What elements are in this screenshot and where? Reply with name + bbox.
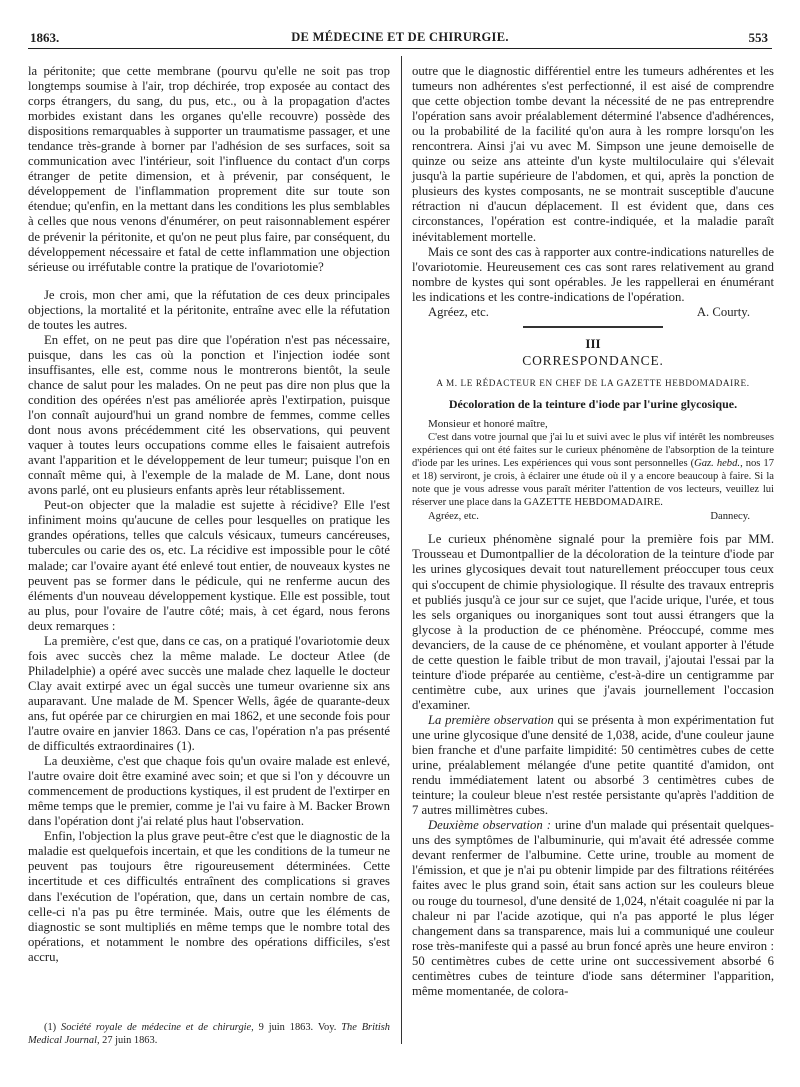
left-column	[28, 64, 390, 965]
left-paragraph-3: En effet, on ne peut pas dire que l'opération n'est pas nécessaire, puisque, dans les cas où la ponction et l'injection iodée sont insuffisantes, elle est, comme nous le montrerons bientôt, la seule chance de salut pour les malades. On ne peut pas dire non plus que la condition des opérées n'est pas améliorée après l'extirpation, puisque l'on connaît aujourd'hui un grand nombre de femmes, comme celles dont nous avons précédemment cité les observations, qui peuvent vaquer à toutes leurs occupations comme elles le faisaient autrefois avant l'apparition et le développement de leur tumeur; puisque l'on en connaît même qui, à l'exemple de la malade de M. Lane, dont nous avons parlé, ont eu plusieurs enfants après leur rétablissement.	[28, 332, 390, 498]
letter-body-part-2: , nos 17 et 18) serviront, je crois, à éclairer une étude où il y a encore beaucoup à faire. Si la note que je vous adresse vous paraît mériter l'attention de vos lecteurs, veuillez lui réserver une place dans la GAZETTE HEBDOMADAIRE.	[412, 457, 774, 508]
letter-body	[412, 432, 774, 509]
left-paragraph-6: La deuxième, c'est que chaque fois qu'un ovaire malade est enlevé, l'autre ovaire doit être examiné avec soin; et que si l'on y découvre un commencement de productions kystiques, il est prudent de l'extirper en même temps que le premier, comme je l'ai vu faire à M. Backer Brown dans l'opération dont j'ai relaté plus haut l'observation.	[28, 754, 390, 829]
closing-text: Agréez, etc.	[428, 304, 489, 319]
left-paragraph-1: la péritonite; que cette membrane (pourvu qu'elle ne soit pas trop longtemps soumise à l'air, trop déchirée, trop exposée au contact des corps étrangers, du sang, du pus, etc., ou à la propagation d'actes morbides existant dans les organes qu'elle recouvre) possède des dispositions remarquables à supporter un traumatisme passager, et une tendance très-grande à borner par l'adhésion de ses surfaces, soit sa communication avec l'intérieur, soit l'influence du contact d'un corps étranger de petite dimension, et à prévenir, par conséquent, le développement de l'inflammation proprement dite sur toute son étendue; qu'enfin, en la mettant dans les conditions les plus semblables à celles que nous venons d'énumérer, on peut raisonnablement espérer de prévenir la péritonite, et qu'on ne peut plus faire, par conséquent, du développement nécessaire et fatal de cette inflammation une objection sérieuse ou irréfutable contre la pratique de l'ovariotomie?	[28, 64, 390, 274]
dannecy-signature-row	[412, 511, 774, 524]
right-paragraph-3: Le curieux phénomène signalé pour la première fois par MM. Trousseau et Dumontpallier de la décoloration de la teinture d'iode par les urines glycosiques devait tout naturellement préoccuper tous ceux qui s'occupent de chimie physiologique. Il résulte des travaux entrepris et publiés jusqu'à ce jour sur ce sujet, que l'acide urique, l'urée, et tous les sels organiques ou inorganiques sont tout aussi étrangers que la glycose à la production de ce phénomène. Préoccupé, comme mes devanciers, de la cause de ce phénomène, et voulant apporter à l'étude de cette question le faible tribut de mon travail, j'ajoutai l'essai par la teinture d'iode préparée au centième, c'est-à-dire un centigramme par centimètre cube, aux urines que j'avais journellement l'occasion d'examiner.	[412, 532, 774, 712]
observation-1	[412, 713, 774, 818]
left-paragraph-2: Je crois, mon cher ami, que la réfutation de ces deux principales objections, la mortalité et la péritonite, entraîne avec elle la réfutation de toutes les autres.	[28, 287, 390, 332]
footnote-marker: (1)	[44, 1022, 57, 1033]
page-number: 553	[748, 30, 768, 45]
footnote-source: Société royale de médecine et de chirurgie,	[61, 1022, 254, 1033]
left-paragraph-5: La première, c'est que, dans ce cas, on a pratiqué l'ovariotomie deux fois avec succès chez la même malade. Le docteur Atlee (de Philadelphie) a opéré avec succès une malade chez laquelle le docteur Clay avait extirpé avec un égal succès une tumeur ovarienne six ans auparavant. Une malade de M. Spencer Wells, âgée de quarante-deux ans, fut opérée par ce chirurgien en mai 1862, et une seconde fois pour l'autre ovaire en janvier 1863. Dans ce cas, l'opération n'a pas présenté de difficultés extraordinaires (1).	[28, 633, 390, 754]
letter-body-part-1: C'est dans votre journal que j'ai lu et suivi avec le plus vif intérêt les nombreuses expériences qui ont été faites sur le curieux phénomène de l'absorption de la teinture d'iode par les urines. Les expériences qui vous sont personnelles (	[412, 432, 774, 469]
header-year: 1863.	[30, 30, 60, 45]
right-paragraph-2: Mais ce sont des cas à rapporter aux contre-indications naturelles de l'ovariotomie. Heureusement ces cas sont rares relativement au grand nombre de kystes qui sont opérables. Je les rappellerai en énumérant les indications et les contre-indications de l'opération.	[412, 244, 774, 304]
letter-title: Décoloration de la teinture d'iode par l'urine glycosique.	[448, 396, 738, 411]
letter-address: A M. LE RÉDACTEUR EN CHEF DE LA GAZETTE HEBDOMADAIRE.	[436, 377, 750, 388]
right-paragraph-1: outre que le diagnostic différentiel entre les tumeurs adhérentes et les tumeurs non adhérentes s'est perfectionné, il est aisé de comprendre que cette objection tombe devant la nécessité de ne pas entreprendre l'opération sans avoir préalablement déterminé l'absence d'adhérences, ou la probabilité de la facilité qu'on aura à les rompre lorsqu'on les rencontrera. Ainsi j'ai vu avec M. Simpson une jeune demoiselle de quinze ou seize ans atteinte d'un kyste multiloculaire qui s'élevait jusqu'à la partie supérieure de l'abdomen, et qui, après la ponction de plusieurs des kystes composants, ne se montrait susceptible d'aucune rétraction ni d'aucun déplacement. Il est évident que, dans ces circonstances, l'opération est contre-indiquée, et la maladie paraît inévitablement mortelle.	[412, 64, 774, 244]
right-column	[412, 64, 774, 999]
observation-1-label: La première observation	[428, 712, 554, 727]
footnote	[28, 1021, 390, 1047]
observation-2	[412, 818, 774, 999]
footnote-date: 9 juin 1863. Voy.	[253, 1022, 342, 1033]
section-number: III	[585, 335, 601, 351]
observation-2-text: urine d'un malade qui présentait quelques-uns des symptômes de l'albuminurie, qui m'avait été adressée comme devant renfermer de l'albumine. Cette urine, trouble au moment de l'émission, et que je n'ai pu obtenir limpide par des filtrations réitérées faites avec le plus grand soin, était sans action sur les couleurs bleue ou rouge du tournesol, d'une densité de 1,024, n'était coagulée ni par la chaleur ni par l'acide azotique, qui n'a pas apporté le plus léger changement dans sa transparence, mais lui a communiqué une couleur rose très-manifeste qui a passé au brun foncé après une heure environ : 50 centimètres cubes de cette urine ont successivement absorbé 6 centimètres cubes de teinture d'iode sans déterminer l'apparition, même momentanée, de colora-	[412, 818, 774, 998]
courty-signature-row	[412, 305, 774, 320]
footnote-journal: The British Medical Journal,	[28, 1022, 390, 1046]
left-paragraph-4: Peut-on objecter que la maladie est sujette à récidive? Elle l'est infiniment moins qu'aucune de celles pour lesquelles on pratique les grandes opérations, telles que calculs vésicaux, tumeurs cancéreuses, tubercules ou carie des os, etc. La récidive est impossible pour le côté malade; car l'ovaire ayant été enlevé tout entier, de nouveaux kystes ne peuvent pas se former dans le pédicule, qui ne renferme aucun des éléments d'un nouveau développement kystique. Elle est possible, tout au plus, pour l'ovaire de l'autre côté; mais, à cet égard, nous ferons deux remarques :	[28, 498, 390, 633]
section-rule	[523, 326, 663, 328]
signature: A. Courty.	[696, 304, 750, 319]
letter-reference: Gaz. hebd.	[694, 457, 741, 469]
letter-signature: Dannecy.	[710, 511, 750, 523]
section-title: CORRESPONDANCE.	[522, 352, 664, 368]
letter-closing: Agréez, etc.	[428, 511, 479, 523]
observation-2-label: Deuxième observation :	[428, 818, 551, 833]
header-title: DE MÉDECINE ET DE CHIRURGIE.	[291, 30, 509, 44]
page-header	[28, 30, 772, 49]
column-divider	[401, 56, 402, 1044]
footnote-end: 27 juin 1863.	[99, 1035, 158, 1046]
left-paragraph-7: Enfin, l'objection la plus grave peut-être c'est que le diagnostic de la maladie est quelquefois incertain, et que les conditions de la tumeur ne peuvent pas toujours être rigoureusement déterminées. Cette incertitude et ces difficultés entraînent des complications si graves dans l'exécution de l'opération, que, dans un certain nombre de cas, celle-ci n'a pas pu être terminée. Mais, outre que les éléments de diagnostic se sont multipliés en même temps que le nombre total des opérations, et notamment le nombre des opérations difficiles, s'est accru,	[28, 829, 390, 964]
letter-greeting: Monsieur et honoré maître,	[428, 417, 548, 430]
observation-1-text: qui se présenta à mon expérimentation fut une urine glycosique d'une densité de 1,038, acide, d'une couleur jaune bien franche et d'une parfaite limpidité: 50 centimètres cubes de cette urine, préalablement mélangée d'une petite quantité d'amidon, ont rendu immédiatement latent ou absorbé 3 centimètres cubes de teinture; la couleur bleue n'est restée persistante qu'après l'addition de 7 autres millimètres cubes.	[412, 712, 774, 818]
